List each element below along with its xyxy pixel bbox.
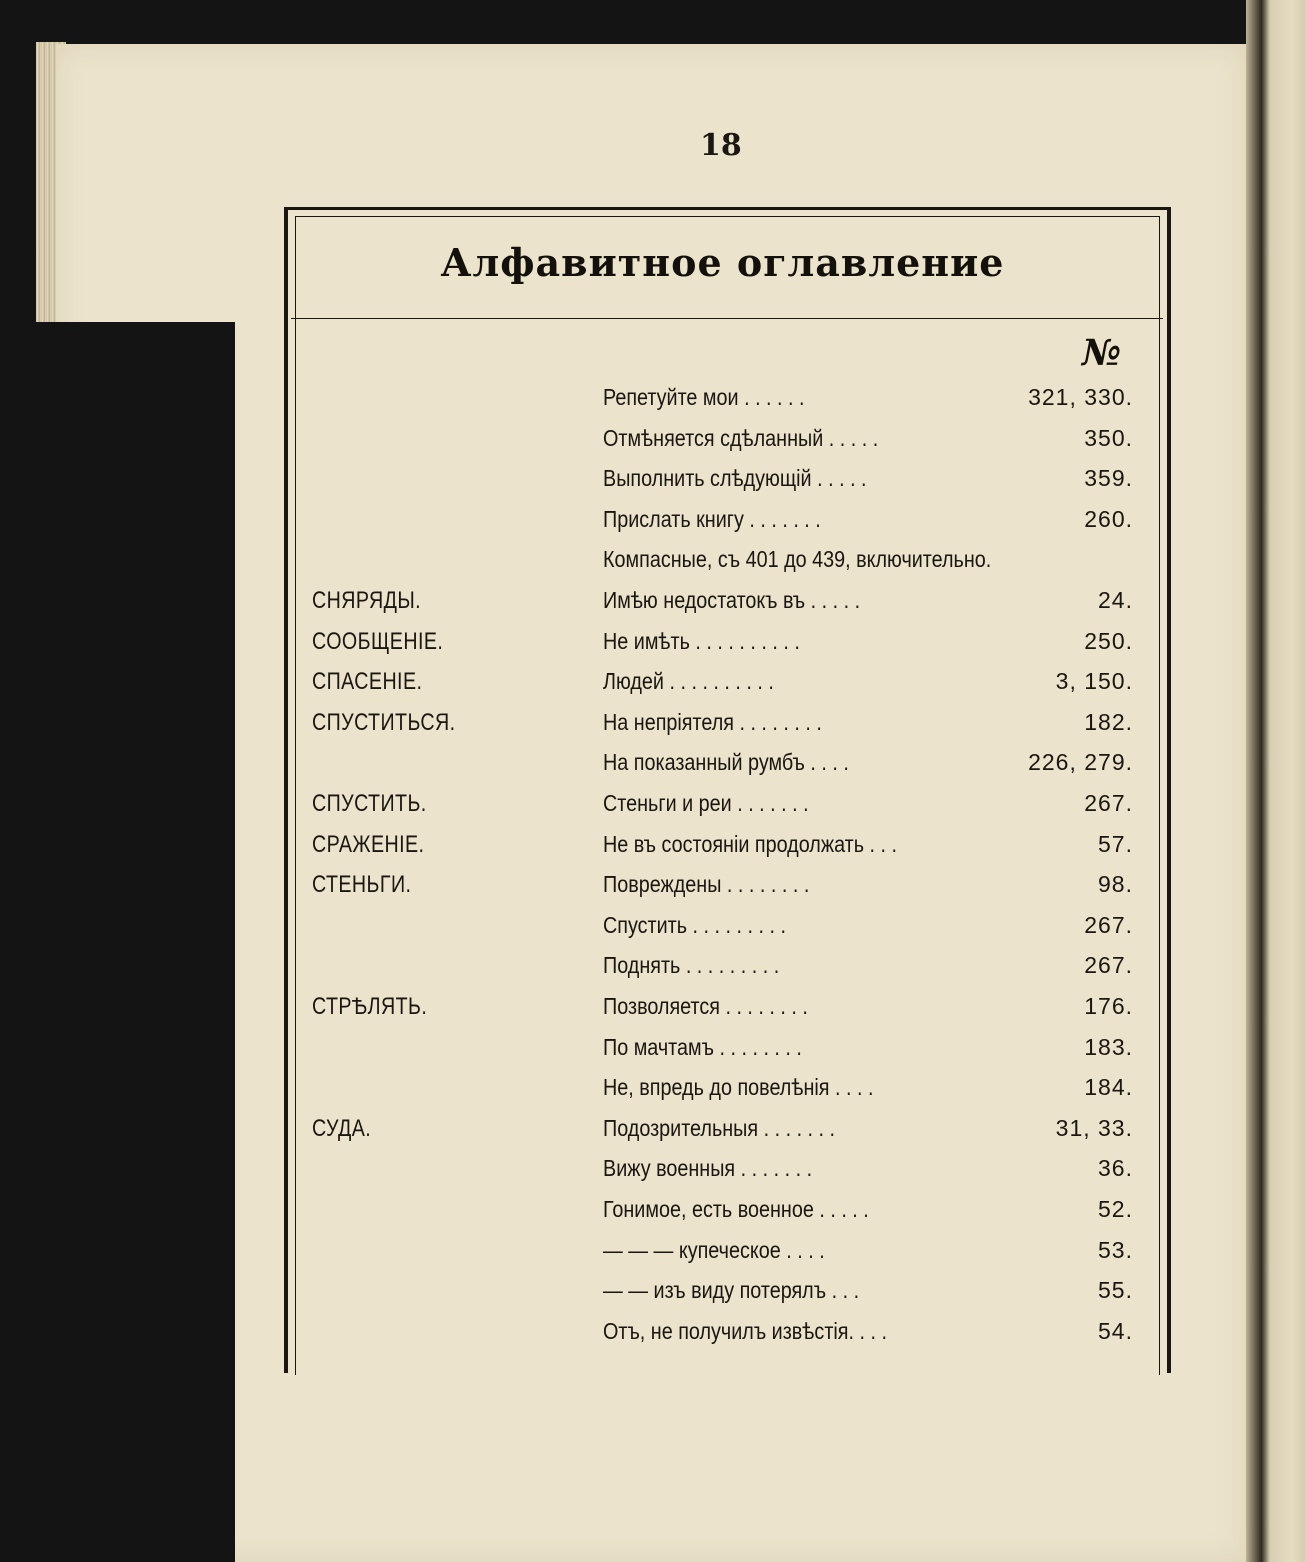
index-entry: Поднять . . . . . . . . . [603, 952, 780, 979]
index-entry: Отмѣняется сдѣланный . . . . . [603, 424, 879, 451]
index-row [0, 620, 1305, 660]
index-reference-number: 176. [1084, 993, 1133, 1019]
index-row [0, 538, 1305, 578]
index-entry: Отъ, не получилъ извѣстія. . . . [603, 1317, 887, 1344]
index-entry: — — изъ виду потерялъ . . . [603, 1277, 860, 1304]
index-row [0, 579, 1305, 619]
index-reference-number: 182. [1084, 708, 1133, 735]
index-headword: СПУСТИТЬ. [312, 790, 427, 817]
index-entry: На показанный румбъ . . . . [603, 749, 849, 776]
index-entry: Не имѣть . . . . . . . . . . [603, 627, 800, 654]
index-row [0, 1107, 1305, 1147]
index-headword: СУДА. [312, 1114, 372, 1142]
index-entry: Выполнить слѣдующій . . . . . [603, 465, 867, 492]
index-reference-number: 53. [1098, 1236, 1133, 1263]
index-row [0, 457, 1305, 497]
index-reference-number: 359. [1084, 465, 1133, 492]
index-entry: На непріятеля . . . . . . . . [603, 708, 822, 735]
index-reference-number: 54. [1098, 1317, 1133, 1344]
index-entry: Прислать книгу . . . . . . . [603, 505, 821, 532]
page-number: 18 [700, 128, 742, 163]
index-row [0, 1229, 1305, 1269]
index-row [0, 985, 1305, 1025]
index-row [0, 741, 1305, 781]
index-entry: Спустить . . . . . . . . . [603, 911, 786, 938]
index-headword: СПУСТИТЬСЯ. [312, 708, 456, 736]
index-row [0, 944, 1305, 984]
index-entry: Повреждены . . . . . . . . [603, 871, 810, 898]
index-row [0, 1066, 1305, 1106]
index-reference-number: 267. [1084, 911, 1133, 938]
index-entry: Имѣю недостатокъ въ . . . . . [603, 587, 861, 613]
index-row [0, 1310, 1305, 1350]
index-entry: Не въ состояніи продолжать . . . [603, 830, 897, 857]
index-row [0, 660, 1305, 700]
index-entry: Вижу военныя . . . . . . . [603, 1155, 813, 1182]
index-entry: Компасные, съ 401 до 439, включительно. [603, 546, 992, 573]
index-headword: СТРѢЛЯТЬ. [312, 993, 428, 1020]
index-entry: Подозрительныя . . . . . . . [603, 1114, 836, 1141]
index-row [0, 1188, 1305, 1228]
index-entry: Не, впредь до повелѣнія . . . . [603, 1074, 874, 1101]
index-row [0, 701, 1305, 741]
index-reference-number: 183. [1084, 1033, 1133, 1060]
index-headword: СПАСЕНІЕ. [312, 668, 423, 696]
index-entry: Репетуйте мои . . . . . . [603, 384, 805, 410]
index-reference-number: 98. [1098, 871, 1133, 898]
index-entry: Гонимое, есть военное . . . . . [603, 1196, 869, 1222]
index-entry: — — — купеческое . . . . [603, 1236, 825, 1263]
index-row [0, 823, 1305, 863]
index-row [0, 1147, 1305, 1187]
index-reference-number: 321, 330. [1028, 384, 1133, 410]
index-entry: По мачтамъ . . . . . . . . [603, 1033, 802, 1060]
index-reference-number: 250. [1084, 627, 1133, 654]
number-column-header: № [1082, 332, 1122, 374]
index-row [0, 782, 1305, 822]
index-reference-number: 226, 279. [1028, 749, 1133, 776]
index-reference-number: 350. [1084, 424, 1133, 451]
index-row [0, 376, 1305, 416]
index-row [0, 1269, 1305, 1309]
title-divider [291, 318, 1163, 319]
index-entry: Стеньги и реи . . . . . . . [603, 790, 809, 816]
index-reference-number: 55. [1098, 1277, 1133, 1304]
index-reference-number: 3, 150. [1055, 668, 1133, 695]
index-row [0, 498, 1305, 538]
index-reference-number: 267. [1084, 790, 1133, 816]
index-reference-number: 184. [1084, 1074, 1133, 1101]
index-row [0, 417, 1305, 457]
index-reference-number: 57. [1098, 830, 1133, 857]
index-row [0, 1026, 1305, 1066]
index-reference-number: 260. [1084, 505, 1133, 532]
index-reference-number: 36. [1098, 1155, 1133, 1182]
index-reference-number: 24. [1098, 587, 1133, 613]
index-headword: СНЯРЯДЫ. [312, 587, 422, 614]
index-entry: Позволяется . . . . . . . . [603, 993, 808, 1019]
index-row [0, 863, 1305, 903]
index-headword: СООБЩЕНІЕ. [312, 627, 444, 655]
index-reference-number: 52. [1098, 1196, 1133, 1222]
index-headword: СРАЖЕНІЕ. [312, 830, 425, 858]
index-reference-number: 31, 33. [1055, 1114, 1133, 1141]
index-entry: Людей . . . . . . . . . . [603, 668, 774, 695]
index-reference-number: 267. [1084, 952, 1133, 979]
index-headword: СТЕНЬГИ. [312, 871, 412, 899]
page-title: Алфавитное оглавление [440, 240, 1005, 285]
index-row [0, 904, 1305, 944]
